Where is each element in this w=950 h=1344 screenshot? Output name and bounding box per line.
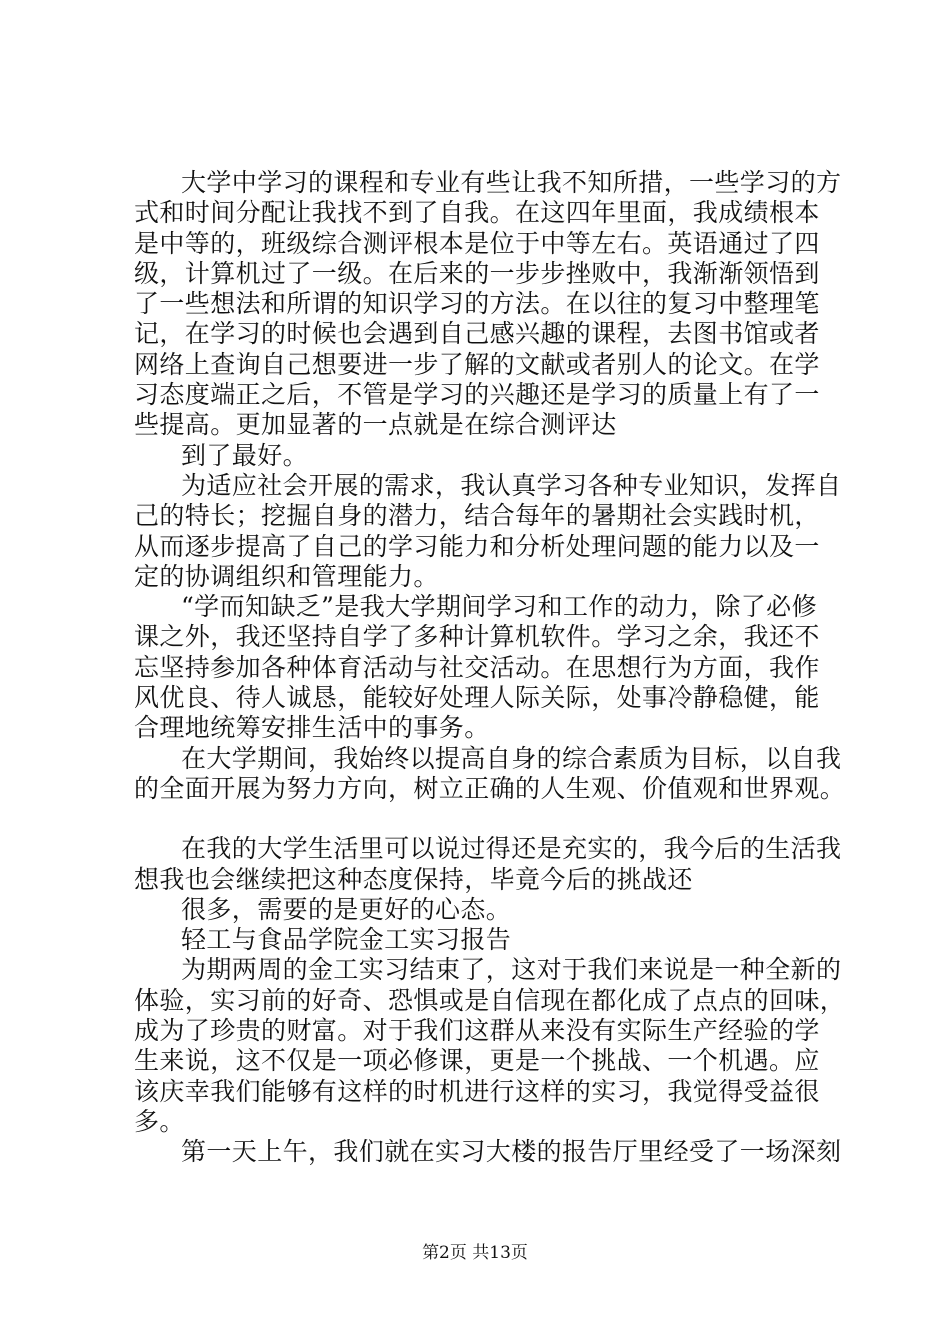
text-line: 成为了珍贵的财富。对于我们这群从来没有实际生产经验的学 — [134, 1016, 820, 1046]
page-footer — [0, 1242, 950, 1264]
document-body — [134, 168, 844, 1168]
text-line: 习态度端正之后，不管是学习的兴趣还是学习的质量上有了一 — [134, 380, 820, 410]
paragraph-best-result — [134, 441, 844, 471]
text-line: 很多，需要的是更好的心态。 — [181, 894, 512, 924]
text-line: 第一天上午，我们就在实习大楼的报告厅里经受了一场深刻 — [181, 1137, 842, 1167]
text-line: 己的特长；挖掘自身的潜力，结合每年的暑期社会实践时机， — [134, 501, 820, 531]
text-line: 为适应社会开展的需求，我认真学习各种专业知识，发挥自 — [181, 470, 842, 500]
report-title — [134, 925, 844, 955]
paragraph-study-experience — [134, 168, 844, 441]
text-line: 网络上查询自己想要进一步了解的文献或者别人的论文。在学 — [134, 349, 820, 379]
text-line: 式和时间分配让我找不到了自我。在这四年里面，我成绩根本 — [134, 198, 820, 228]
paragraph-internship-intro — [134, 955, 844, 1137]
text-line: 轻工与食品学院金工实习报告 — [181, 925, 512, 955]
text-line: 课之外，我还坚持自学了多种计算机软件。学习之余，我还不 — [134, 622, 820, 652]
text-line: 记，在学习的时候也会遇到自己感兴趣的课程，去图书馆或者 — [134, 319, 820, 349]
text-line: 级，计算机过了一级。在后来的一步步挫败中，我渐渐领悟到 — [134, 258, 820, 288]
text-line: 大学中学习的课程和专业有些让我不知所措，一些学习的方 — [181, 168, 842, 197]
text-line: 体验，实习前的好奇、恐惧或是自信现在都化成了点点的回味， — [134, 985, 846, 1015]
text-line: 些提高。更加显著的一点就是在综合测评达 — [134, 410, 617, 440]
text-line: 到了最好。 — [181, 440, 309, 470]
page-number-label: 第2页 共13页 — [422, 1243, 528, 1263]
text-line: 该庆幸我们能够有这样的时机进行这样的实习，我觉得受益很 — [134, 1076, 820, 1106]
text-line: 了一些想法和所谓的知识学习的方法。在以往的复习中整理笔 — [134, 289, 820, 319]
paragraph-gap — [134, 804, 844, 834]
text-line: 忘坚持参加各种体育活动与社交活动。在思想行为方面，我作 — [134, 652, 820, 682]
paragraph-social-needs — [134, 471, 844, 592]
text-line: 是中等的，班级综合测评根本是位于中等左右。英语通过了四 — [134, 228, 820, 258]
text-line: 的全面开展为努力方向，树立正确的人生观、价值观和世界观。 — [134, 773, 846, 803]
paragraph-first-day — [134, 1137, 844, 1167]
paragraph-overall-goal — [134, 744, 844, 805]
text-line: 在我的大学生活里可以说过得还是充实的，我今后的生活我 — [181, 834, 842, 864]
text-line: 多。 — [134, 1106, 185, 1136]
paragraph-mindset — [134, 895, 844, 925]
text-line: 定的协调组织和管理能力。 — [134, 561, 439, 591]
text-line: 合理地统筹安排生活中的事务。 — [134, 713, 490, 743]
paragraph-college-life — [134, 834, 844, 895]
text-line: 在大学期间，我始终以提高自身的综合素质为目标，以自我 — [181, 743, 842, 773]
text-line: 风优良、待人诚恳，能较好处理人际关际，处事冷静稳健，能 — [134, 683, 820, 713]
paragraph-motivation — [134, 592, 844, 743]
text-line: 想我也会继续把这种态度保持，毕竟今后的挑战还 — [134, 864, 693, 894]
text-line: 从而逐步提高了自己的学习能力和分析处理问题的能力以及一 — [134, 531, 820, 561]
text-line: “学而知缺乏”是我大学期间学习和工作的动力，除了必修 — [181, 592, 817, 622]
text-line: 生来说，这不仅是一项必修课，更是一个挑战、一个机遇。应 — [134, 1046, 820, 1076]
text-line: 为期两周的金工实习结束了，这对于我们来说是一种全新的 — [181, 955, 842, 985]
